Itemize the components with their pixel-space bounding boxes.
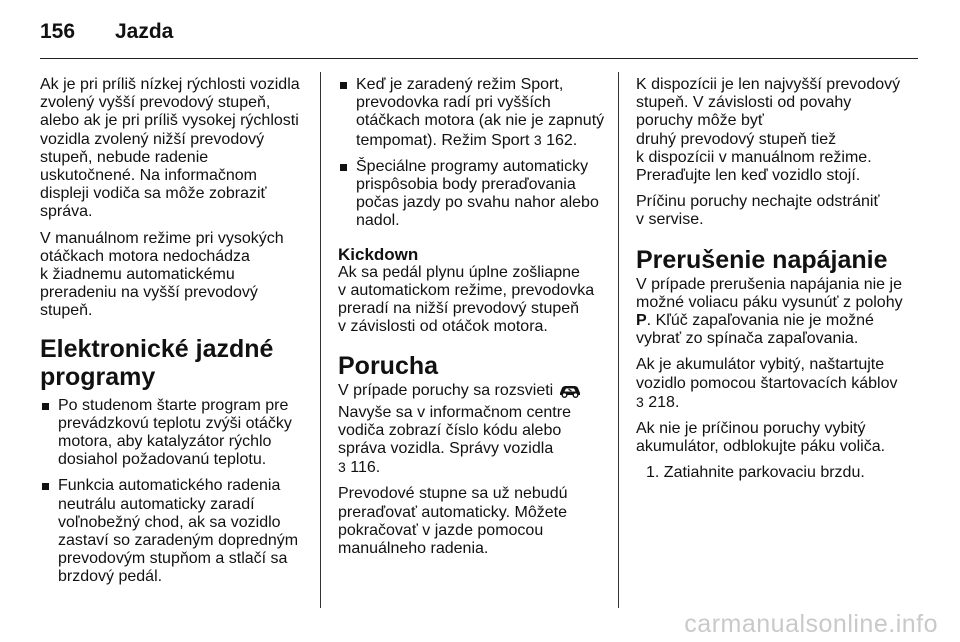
watermark: carmanualsonline.info xyxy=(684,610,938,638)
paragraph: Prevodové stupne sa už nebudú preraďovať automaticky. Môžete pokračovať v jazde pomocou manuálneho radenia. xyxy=(338,485,568,558)
list-item xyxy=(40,477,310,586)
paragraph: V manuálnom režime pri vysokých otáčkach motora nedochádza k žiadnemu automatickému preradeniu na vyšší prevodový stupeň. xyxy=(40,229,284,320)
page-ref-icon[interactable]: 3 xyxy=(533,131,542,148)
list-item-text: Funkcia automatického radenia neutrálu automaticky zaradí voľnobežný chod, ak sa vozidlo zastaví so zaradeným dopredným prevodovým stupňom a stlačí sa brzdový pedál. xyxy=(58,477,299,586)
page-header xyxy=(40,14,920,58)
column-2 xyxy=(338,76,608,566)
paragraph: Príčinu poruchy nechajte odstrániť v servise. xyxy=(636,193,880,229)
paragraph: Ak nie je príčinou poruchy vybitý akumulátor, odblokujte páku voliča. xyxy=(636,420,886,456)
page-ref-icon[interactable]: 3 xyxy=(338,459,346,476)
bullet-icon xyxy=(42,483,49,490)
list-item xyxy=(338,158,608,231)
chapter-title: Jazda xyxy=(115,20,174,43)
column-3 xyxy=(636,76,911,489)
paragraph: V prípade poruchy sa rozsvieti Navyše sa v informačnom centre vodiča zobrazí číslo kódu alebo správa vozidla. Správy vozidla 3 116. xyxy=(338,382,608,477)
paragraph: V prípade prerušenia napájania nie je možné voliacu páku vysunúť z polohy P. Kľúč zapaľovania nie je možné vybrať zo spínača zapaľovania. xyxy=(636,275,903,348)
header-rule xyxy=(40,58,918,59)
list-item xyxy=(40,397,310,470)
paragraph: Ak sa pedál plynu úplne zošliapne v automatickom režime, prevodovka preradí na nižší prevodový stupeň v závislosti od otáčok motora. xyxy=(338,263,595,336)
bullet-icon xyxy=(340,164,347,171)
list-item xyxy=(338,76,608,150)
car-with-wrench-icon xyxy=(558,382,582,403)
list-item-text: Keď je zaradený režim Sport, prevodovka radí pri vyšších otáčkach motora (ak nie je zapnutý tempomat). Režim Sport xyxy=(356,76,605,149)
column-divider xyxy=(320,72,321,608)
list-item-text: Špeciálne programy automaticky prispôsobia body preraďovania počas jazdy po svahu nahor alebo nadol. xyxy=(356,157,599,230)
column-1 xyxy=(40,76,310,595)
page-number: 156 xyxy=(40,20,76,43)
page-ref[interactable]: 218. xyxy=(643,393,680,411)
page-ref[interactable]: 162. xyxy=(541,131,578,149)
page-ref-icon[interactable]: 3 xyxy=(636,393,644,410)
paragraph: Ak je akumulátor vybitý, naštartujte vozidlo pomocou štartovacích káblov 3 218. xyxy=(636,356,898,411)
section-heading: Porucha xyxy=(338,352,439,381)
section-heading: Prerušenie napájanie xyxy=(636,245,888,274)
paragraph: Ak je pri príliš nízkej rýchlosti vozidla zvolený vyšší prevodový stupeň, alebo ak je pri príliš vysokej rýchlosti vozidla zvolený nižší prevodový stupeň, nebude radenie uskutočnené. Na informačnom displeji vodiča sa môže zobraziť správa. xyxy=(40,76,300,221)
subheading: Kickdown xyxy=(338,244,419,264)
list-item-text: Po studenom štarte program pre prevádzkovú teplotu zvýši otáčky motora, aby katalyzátor rýchlo dosiahol požadovanú teplotu. xyxy=(58,396,292,469)
column-divider xyxy=(618,72,619,608)
page-ref[interactable]: 116. xyxy=(345,459,381,477)
paragraph: K dispozícii je len najvyšší prevodový stupeň. V závislosti od povahy poruchy môže byť druhý prevodový stupeň tiež k dispozícii v manuálnom režime. Preraďujte len keď vozidlo stojí. xyxy=(636,76,901,185)
gear-position-p: P xyxy=(636,312,647,330)
numbered-step: 1. Zatiahnite parkovaciu brzdu. xyxy=(646,464,865,482)
bullet-icon xyxy=(42,403,49,410)
bullet-icon xyxy=(340,82,347,89)
section-heading: Elektronické jazdné programy xyxy=(40,334,274,391)
